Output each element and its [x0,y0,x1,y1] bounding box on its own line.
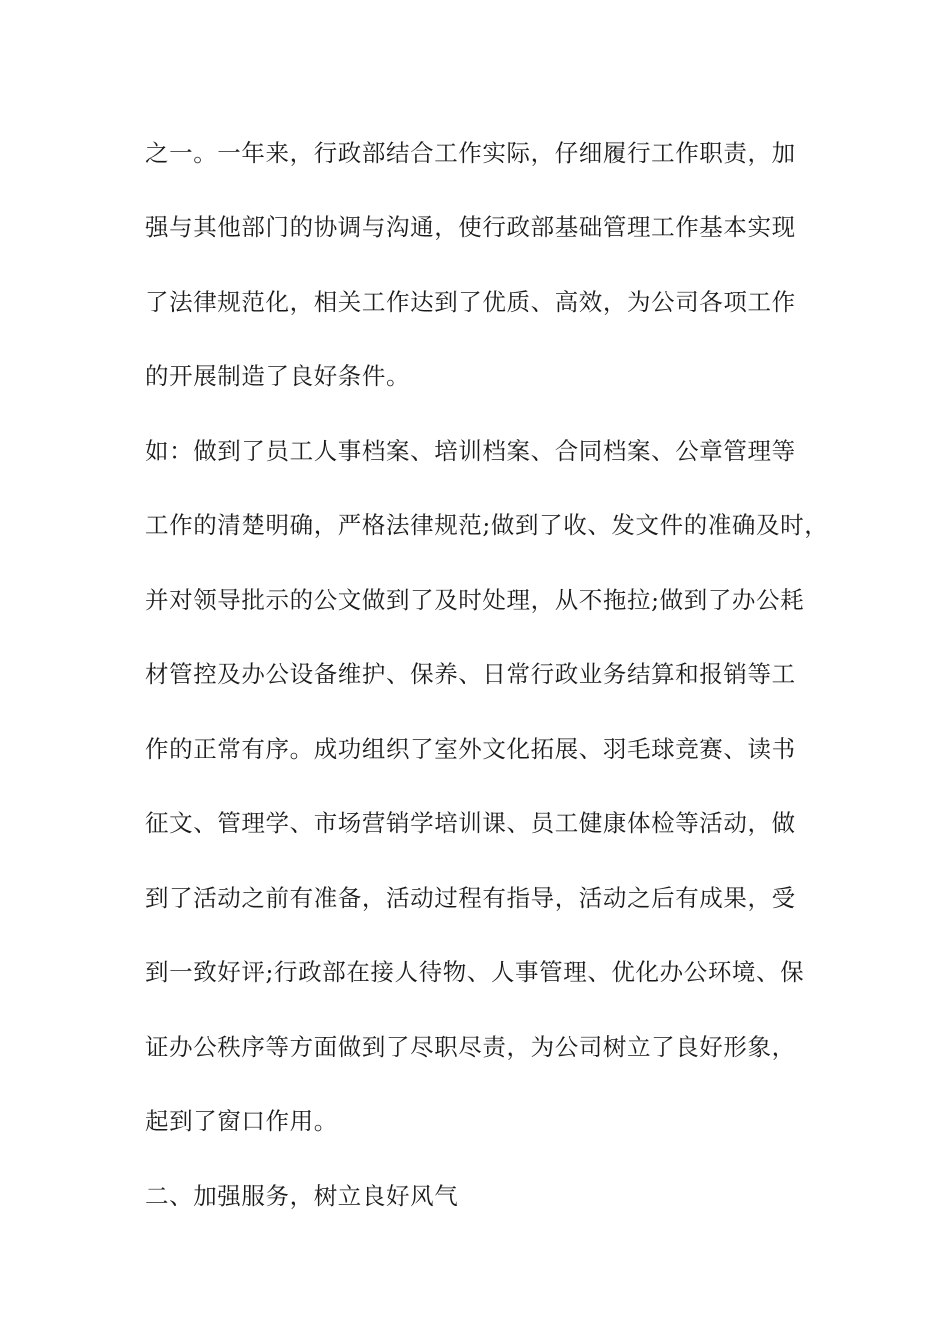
section-heading: 二、加强服务，树立良好风气 [145,1182,459,1210]
text-line: 征文、管理学、市场营销学培训课、员工健康体检等活动，做 [145,809,796,837]
text-line: 并对领导批示的公文做到了及时处理，从不拖拉;做到了办公耗 [145,586,805,614]
text-line: 作的正常有序。成功组织了室外文化拓展、羽毛球竞赛、读书 [145,735,796,763]
text-line: 到一致好评;行政部在接人待物、人事管理、优化办公环境、保 [145,958,805,986]
text-line: 证办公秩序等方面做到了尽职尽责，为公司树立了良好形象， [145,1033,796,1061]
text-line: 强与其他部门的协调与沟通，使行政部基础管理工作基本实现 [145,213,796,241]
text-line: 了法律规范化，相关工作达到了优质、高效，为公司各项工作 [145,288,796,316]
text-line: 的开展制造了良好条件。 [145,362,411,390]
text-line: 之一。一年来，行政部结合工作实际，仔细履行工作职责，加 [145,139,796,167]
text-line: 到了活动之前有准备，活动过程有指导，活动之后有成果，受 [145,884,796,912]
text-line: 材管控及办公设备维护、保养、日常行政业务结算和报销等工 [145,660,796,688]
text-line: 起到了窗口作用。 [145,1107,338,1135]
text-line: 如：做到了员工人事档案、培训档案、合同档案、公章管理等 [145,437,796,465]
text-line: 工作的清楚明确，严格法律规范;做到了收、发文件的准确及时， [145,511,829,539]
